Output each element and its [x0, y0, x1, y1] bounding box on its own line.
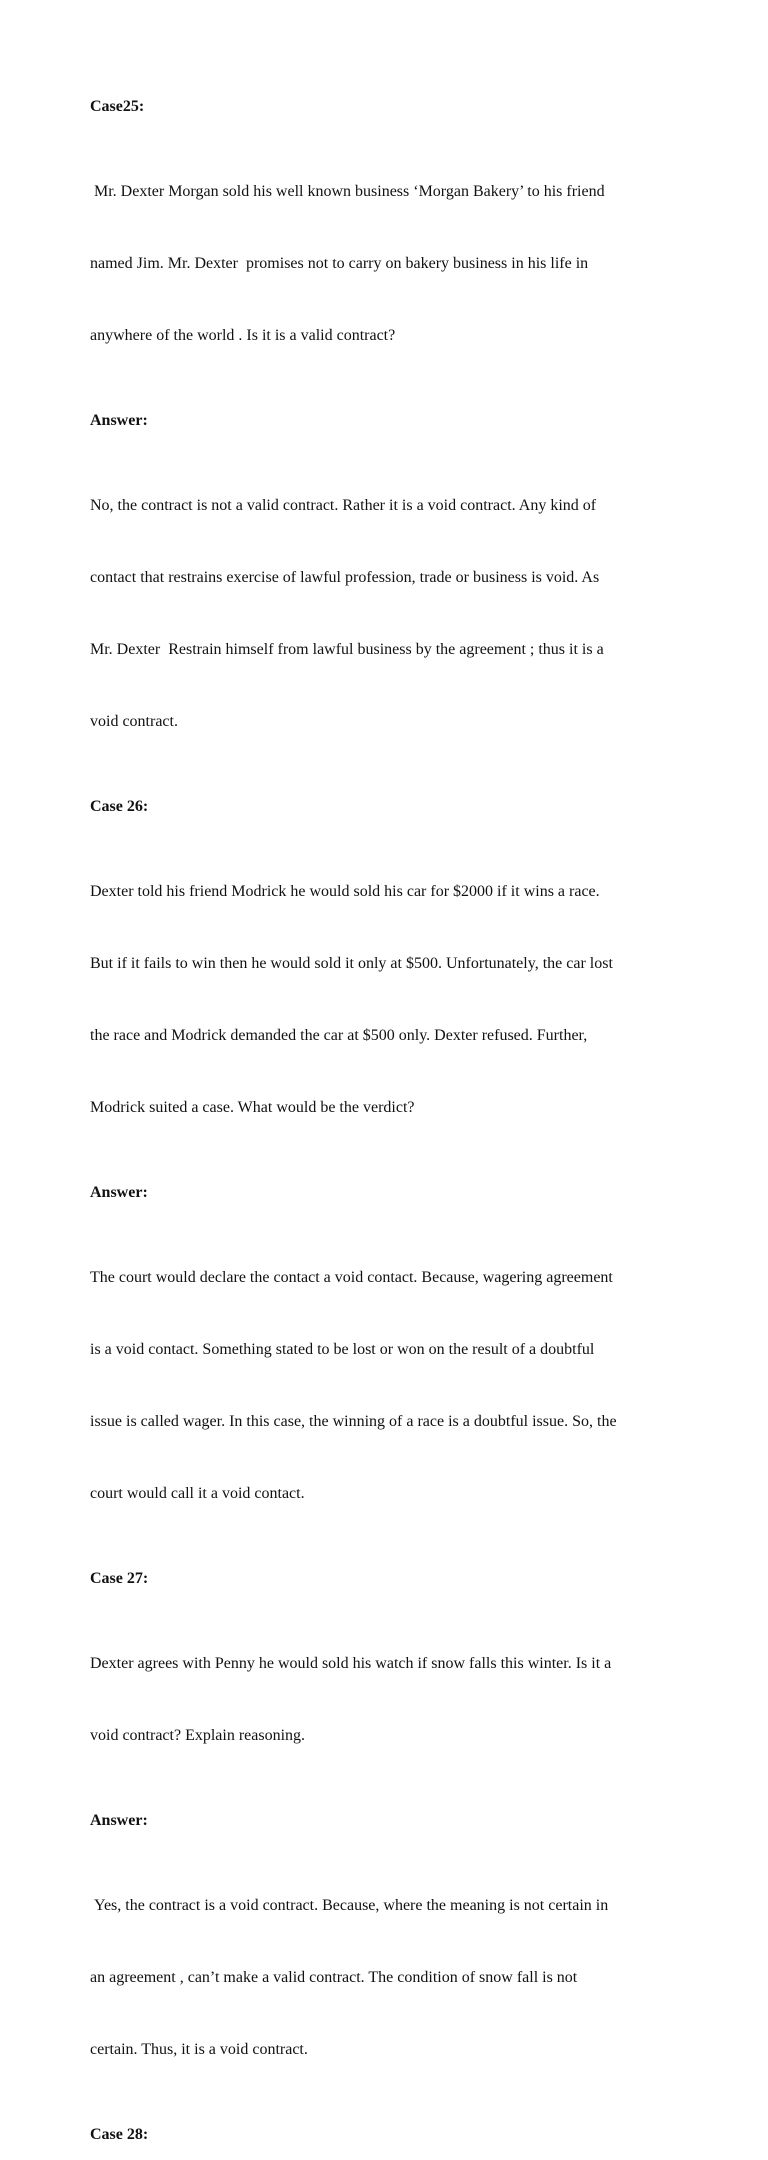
- text-line: Mr. Dexter Morgan sold his well known business ‘Morgan Bakery’ to his friend: [90, 183, 605, 200]
- case-25-heading: Case25:: [90, 98, 145, 115]
- case-25-answer: [90, 446, 680, 782]
- text-line: anywhere of the world . Is it is a valid contract?: [90, 327, 396, 344]
- text-line: Modrick suited a case. What would be the verdict?: [90, 1099, 415, 1116]
- text-line: Mr. Dexter Restrain himself from lawful business by the agreement ; thus it is a: [90, 641, 604, 658]
- case-25-answer-heading: Answer:: [90, 412, 148, 429]
- text-line: an agreement , can’t make a valid contract. The condition of snow fall is not: [90, 1969, 578, 1986]
- text-line: Dexter told his friend Modrick he would sold his car for $2000 if it wins a race.: [90, 883, 600, 900]
- text-line: But if it fails to win then he would sold it only at $500. Unfortunately, the car lost: [90, 955, 613, 972]
- case-26-heading: Case 26:: [90, 798, 149, 815]
- document-page: [90, 95, 680, 2160]
- text-line: issue is called wager. In this case, the winning of a race is a doubtful issue. So, the: [90, 1413, 617, 1430]
- text-line: Dexter agrees with Penny he would sold his watch if snow falls this winter. Is it a: [90, 1655, 612, 1672]
- case-27-answer: [90, 1846, 680, 2110]
- text-line: The court would declare the contact a void contact. Because, wagering agreement: [90, 1269, 613, 1286]
- text-line: void contract.: [90, 713, 178, 730]
- case-27-heading: Case 27:: [90, 1570, 149, 1587]
- text-line: contact that restrains exercise of lawful profession, trade or business is void. As: [90, 569, 600, 586]
- text-line: is a void contact. Something stated to be lost or won on the result of a doubtful: [90, 1341, 595, 1358]
- text-line: No, the contract is not a valid contract. Rather it is a void contract. Any kind of: [90, 497, 597, 514]
- case-25-question: [90, 132, 680, 396]
- text-line: the race and Modrick demanded the car at $500 only. Dexter refused. Further,: [90, 1027, 588, 1044]
- case-28-heading: Case 28:: [90, 2126, 149, 2143]
- case-26-answer: [90, 1218, 680, 1554]
- text-line: court would call it a void contact.: [90, 1485, 305, 1502]
- text-line: void contract? Explain reasoning.: [90, 1727, 306, 1744]
- text-line: named Jim. Mr. Dexter promises not to carry on bakery business in his life in: [90, 255, 589, 272]
- text-line: Yes, the contract is a void contract. Because, where the meaning is not certain in: [90, 1897, 609, 1914]
- text-line: certain. Thus, it is a void contract.: [90, 2041, 308, 2058]
- case-26-answer-heading: Answer:: [90, 1184, 148, 1201]
- case-27-question: [90, 1604, 680, 1796]
- case-27-answer-heading: Answer:: [90, 1812, 148, 1829]
- case-26-question: [90, 832, 680, 1168]
